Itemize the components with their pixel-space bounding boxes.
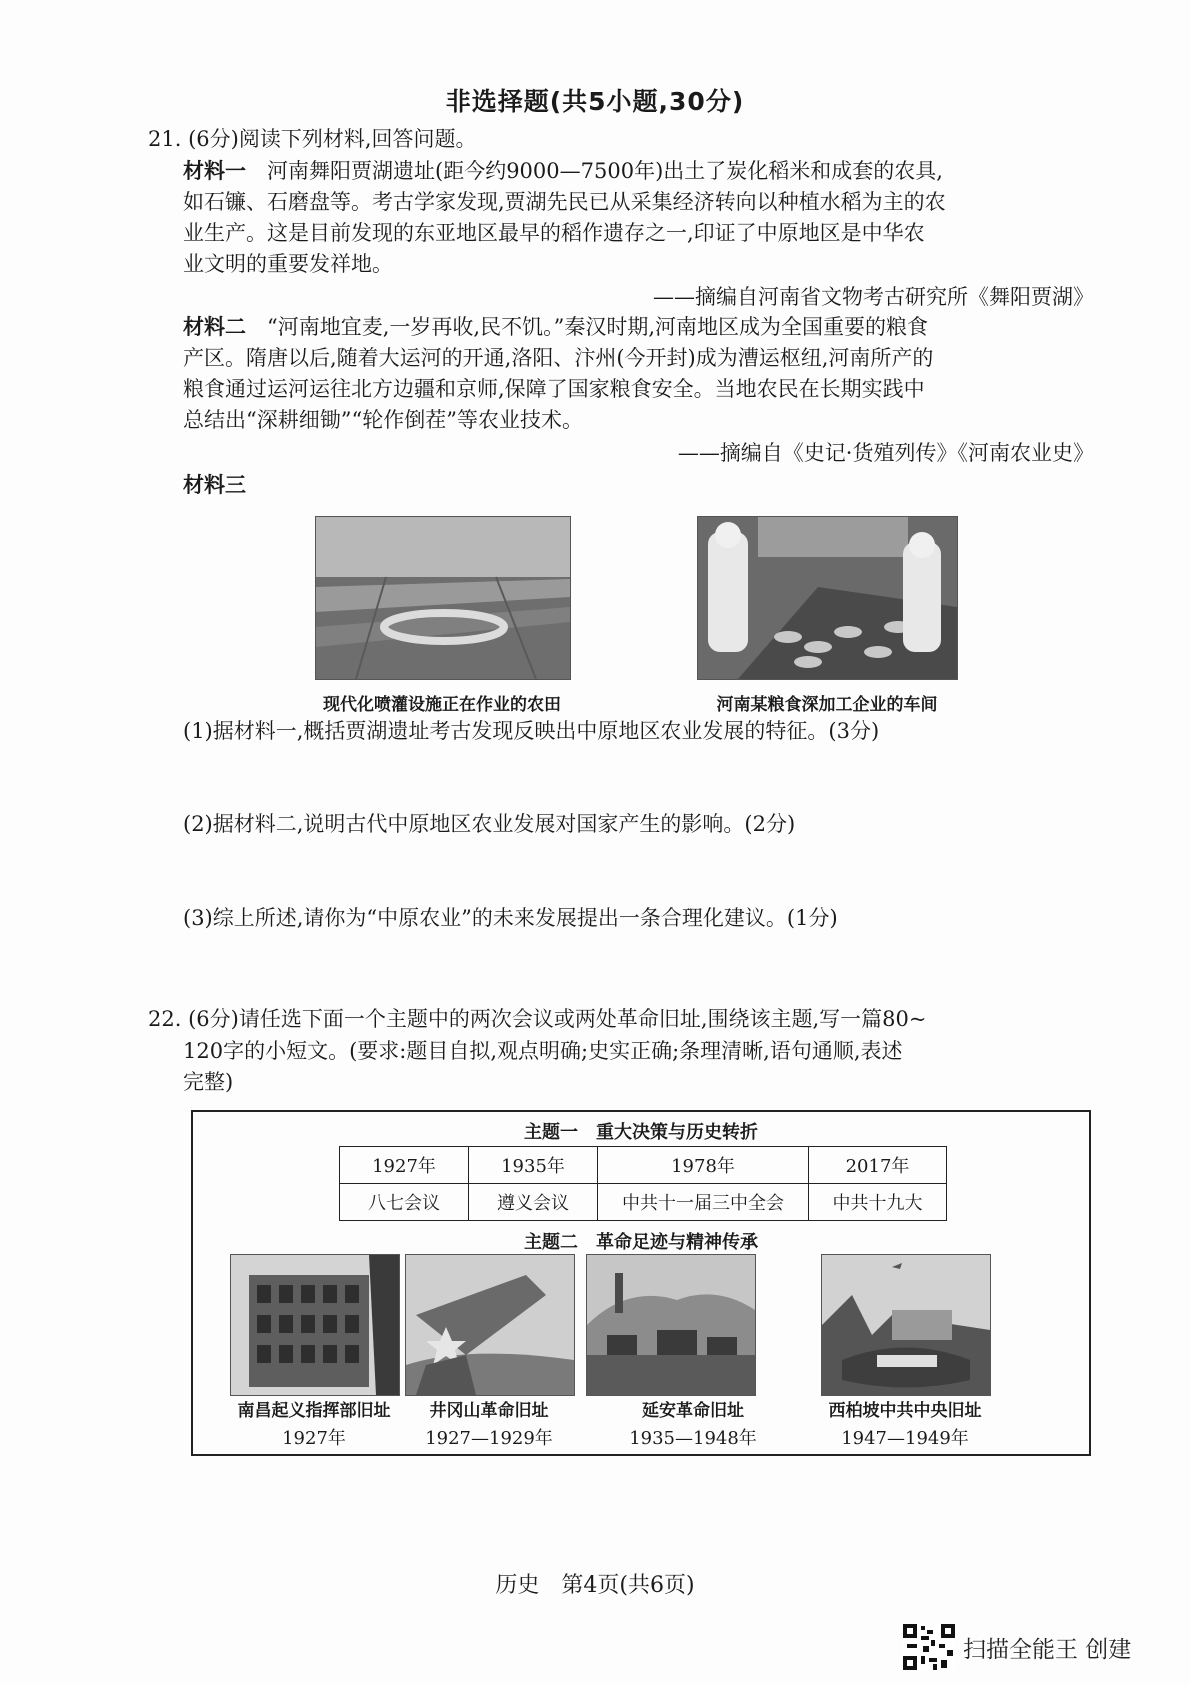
table-cell: 1927年: [340, 1147, 469, 1184]
food-factory-photo: [697, 516, 958, 680]
watermark-text: 扫描全能王 创建: [963, 1636, 1132, 1663]
table-cell: 八七会议: [340, 1184, 469, 1221]
site-name: 南昌起义指挥部旧址: [237, 1401, 391, 1421]
q21-material1-line2: 如石镰、石磨盘等。考古学家发现,贾湖先民已从采集经济转向以种植水稻为主的农: [183, 190, 946, 214]
table-cell: 中共十一届三中全会: [598, 1184, 809, 1221]
site-years: 1947—1949年: [841, 1428, 969, 1449]
material3-label: 材料三: [183, 473, 246, 497]
nanchang-site-photo: [230, 1254, 400, 1396]
material1-source: ——摘编自河南省文物考古研究所《舞阳贾湖》: [653, 285, 1094, 309]
table-cell: 遵义会议: [469, 1184, 598, 1221]
site-years: 1927年: [282, 1428, 346, 1449]
table-row-meetings: [340, 1184, 947, 1221]
theme2-title: 主题二 革命足迹与精神传承: [524, 1232, 758, 1253]
material2-label: 材料二: [183, 315, 246, 339]
farmland-irrigation-photo: [315, 516, 571, 680]
q21-material1-line3: 业生产。这是目前发现的东亚地区最早的稻作遗存之一,印证了中原地区是中华农: [183, 221, 925, 245]
q22-line2: 120字的小短文。(要求:题目自拟,观点明确;史实正确;条理清晰,语句通顺,表述: [183, 1039, 903, 1063]
q22-line1: 22. (6分)请任选下面一个主题中的两次会议或两处革命旧址,围绕该主题,写一篇80~: [148, 1007, 927, 1031]
material1-label: 材料一: [183, 159, 246, 183]
material2-source: ——摘编自《史记·货殖列传》《河南农业史》: [677, 441, 1094, 465]
yanan-site-photo: [586, 1254, 756, 1396]
table-cell: 1978年: [598, 1147, 809, 1184]
site-years: 1927—1929年: [425, 1428, 553, 1449]
xibaipo-site-photo: [821, 1254, 991, 1396]
q21-material1-line1: 材料一 河南舞阳贾湖遗址(距今约9000—7500年)出土了炭化稻米和成套的农具,: [183, 159, 943, 183]
q21-material1-line4: 业文明的重要发祥地。: [183, 252, 393, 276]
q21-material2-line4: 总结出“深耕细锄”“轮作倒茬”等农业技术。: [183, 408, 583, 432]
q21-subquestion-3: (3)综上所述,请你为“中原农业”的未来发展提出一条合理化建议。(1分): [183, 906, 838, 930]
table-cell: 2017年: [809, 1147, 947, 1184]
meetings-table: [339, 1146, 947, 1221]
site-caption-jinggangshan: [389, 1398, 589, 1452]
q21-material2-line3: 粮食通过运河运往北方边疆和京师,保障了国家粮食安全。当地农民在长期实践中: [183, 377, 925, 401]
site-name: 井冈山革命旧址: [429, 1401, 549, 1421]
site-years: 1935—1948年: [629, 1428, 757, 1449]
q21-subquestion-2: (2)据材料二,说明古代中原地区农业发展对国家产生的影响。(2分): [183, 812, 796, 836]
q21-heading: 21. (6分)阅读下列材料,回答问题。: [148, 127, 477, 151]
site-name: 延安革命旧址: [642, 1401, 744, 1421]
theme-box: [191, 1110, 1091, 1456]
photo1-caption: 现代化喷灌设施正在作业的农田: [323, 695, 561, 715]
qr-code-icon: [903, 1624, 955, 1670]
section-title: 非选择题(共5小题,30分): [445, 87, 745, 116]
table-cell: 中共十九大: [809, 1184, 947, 1221]
theme1-title: 主题一 重大决策与历史转折: [524, 1122, 758, 1143]
scanner-watermark: [903, 1624, 1131, 1670]
page-footer: 历史 第4页(共6页): [495, 1573, 695, 1598]
table-row-years: [340, 1147, 947, 1184]
q21-material2-line2: 产区。隋唐以后,随着大运河的开通,洛阳、汴州(今开封)成为漕运枢纽,河南所产的: [183, 346, 934, 370]
photo2-caption: 河南某粮食深加工企业的车间: [716, 695, 938, 715]
site-caption-yanan: [593, 1398, 793, 1452]
table-cell: 1935年: [469, 1147, 598, 1184]
q21-material2-line1: 材料二 “河南地宜麦,一岁再收,民不饥。”秦汉时期,河南地区成为全国重要的粮食: [183, 315, 928, 339]
site-name: 西柏坡中共中央旧址: [828, 1401, 982, 1421]
q22-line3: 完整): [183, 1070, 234, 1094]
site-caption-xibaipo: [801, 1398, 1009, 1452]
q21-subquestion-1: (1)据材料一,概括贾湖遗址考古发现反映出中原地区农业发展的特征。(3分): [183, 719, 880, 743]
jinggangshan-site-photo: [405, 1254, 575, 1396]
